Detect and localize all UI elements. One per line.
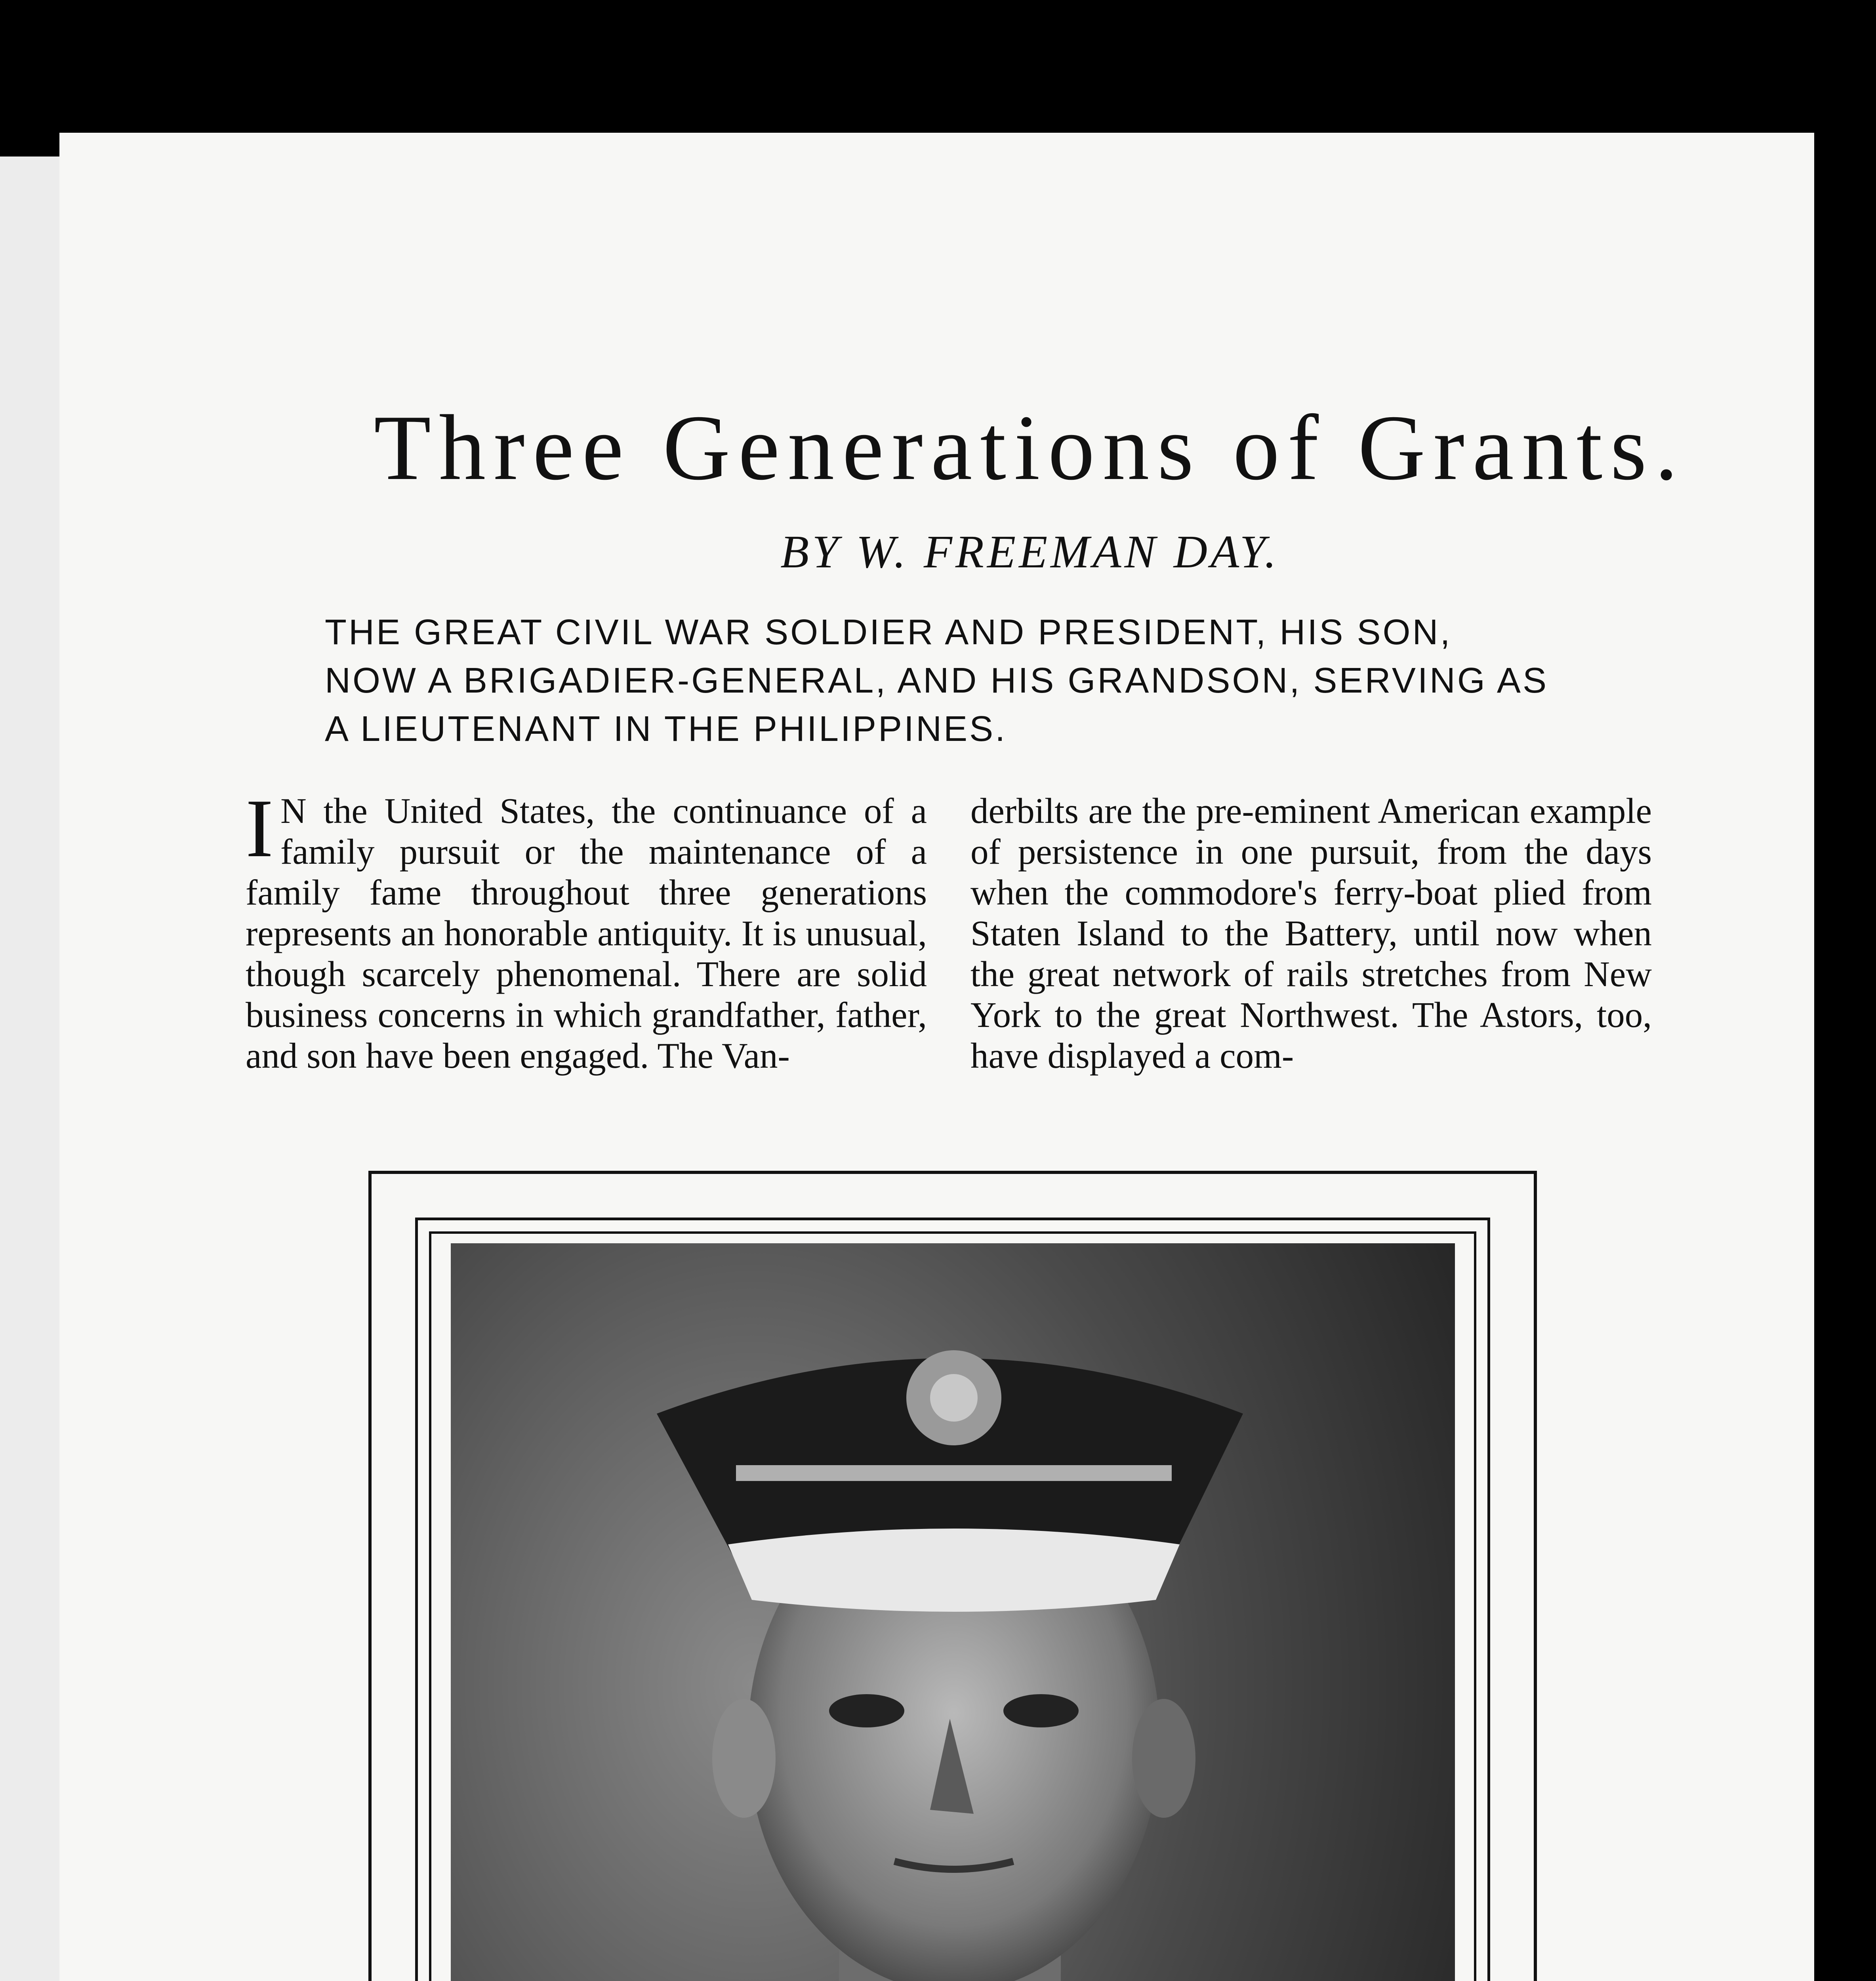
subtitle-line: NOW A BRIGADIER-GENERAL, AND HIS GRANDSON, SERVING AS: [325, 661, 1548, 700]
subtitle-line: THE GREAT CIVIL WAR SOLDIER AND PRESIDENT, HIS SON,: [325, 613, 1452, 652]
body-column-1: [246, 782, 927, 1076]
article-byline: BY W. FREEMAN DAY.: [780, 526, 1279, 578]
article-subtitle: [325, 608, 1683, 753]
article-title: Three Generations of Grants.: [374, 396, 1686, 500]
column-1-text: N the United States, the continuance of a family pursuit or the maintenance of a family fame throughout three generations represents an honorable antiquity. It is unusual, though scarcely phenomenal. There are solid business concerns in which grandfather, father, and son have been engaged. The Van-: [246, 791, 927, 1076]
photo-frame: [368, 1171, 1537, 1981]
body-column-2: derbilts are the pre-eminent American example of persistence in one pursuit, from the days when the commodore's ferry-boat plied from Staten Island to the Battery, until now when the great network of rails stretches from New York to the great Northwest. The Astors, too, have displayed a com-: [970, 791, 1652, 1076]
subtitle-line: A LIEUTENANT IN THE PHILIPPINES.: [325, 709, 1007, 749]
magazine-page: [59, 133, 1814, 1981]
portrait-photo: [451, 1243, 1455, 1981]
drop-cap: I: [246, 782, 273, 874]
